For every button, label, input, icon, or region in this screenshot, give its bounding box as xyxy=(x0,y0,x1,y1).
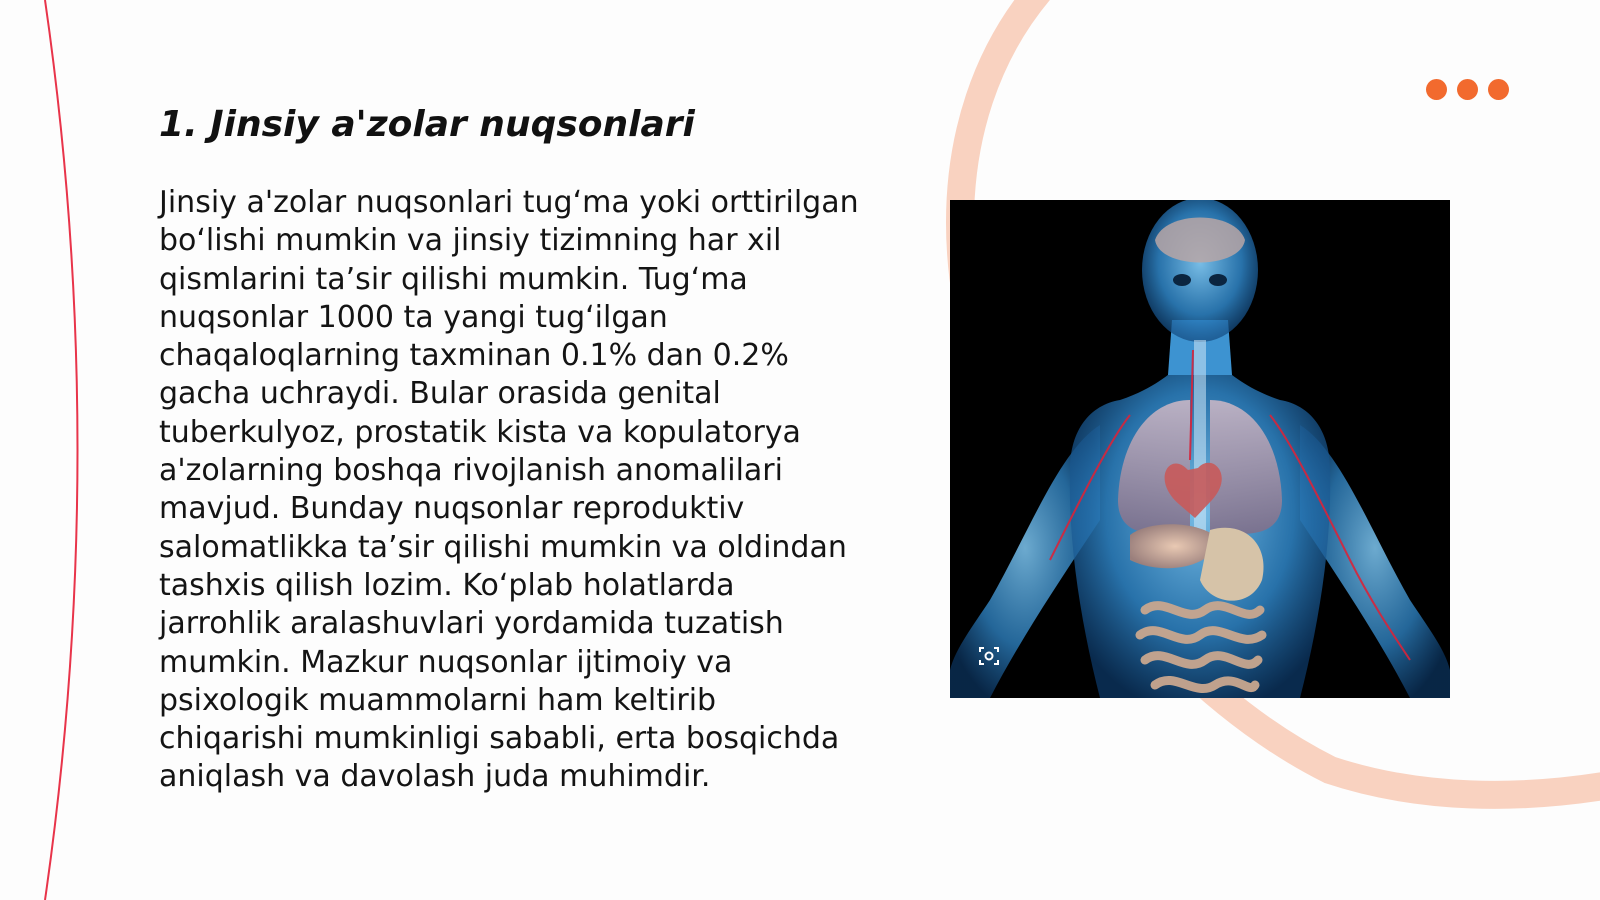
visual-search-icon[interactable] xyxy=(977,644,1001,668)
slide-title: 1. Jinsiy a'zolar nuqsonlari xyxy=(159,104,695,145)
dot-1 xyxy=(1426,79,1447,100)
slide-body-text: Jinsiy a'zolar nuqsonlari tug‘ma yoki orttirilgan bo‘lishi mumkin va jinsiy tizimning har xil qismlarini ta’sir qilishi mumkin. Tug‘ma nuqsonlar 1000 ta yangi tug‘ilgan chaqaloqlarning taxminan 0.1% dan 0.2% gacha uchraydi. Bular orasida genital tuberkulyoz, prostatik kista va kopulatorya a'zolarning boshqa rivojlanish anomalilari mavjud. Bunday nuqsonlar reproduktiv salomatlikka ta’sir qilishi mumkin va oldindan tashxis qilish lozim. Ko‘plab holatlarda jarrohlik aralashuvlari yordamida tuzatish mumkin. Mazkur nuqsonlar ijtimoiy va psixologik muammolarni ham keltirib chiqarishi mumkinligi sababli, erta bosqichda aniqlash va davolash juda muhimdir. xyxy=(159,185,859,795)
anatomy-image xyxy=(950,200,1450,698)
dot-3 xyxy=(1488,79,1509,100)
left-red-curve xyxy=(45,0,78,900)
decorative-dots xyxy=(1426,79,1509,100)
dot-2 xyxy=(1457,79,1478,100)
anatomy-illustration xyxy=(950,200,1450,698)
